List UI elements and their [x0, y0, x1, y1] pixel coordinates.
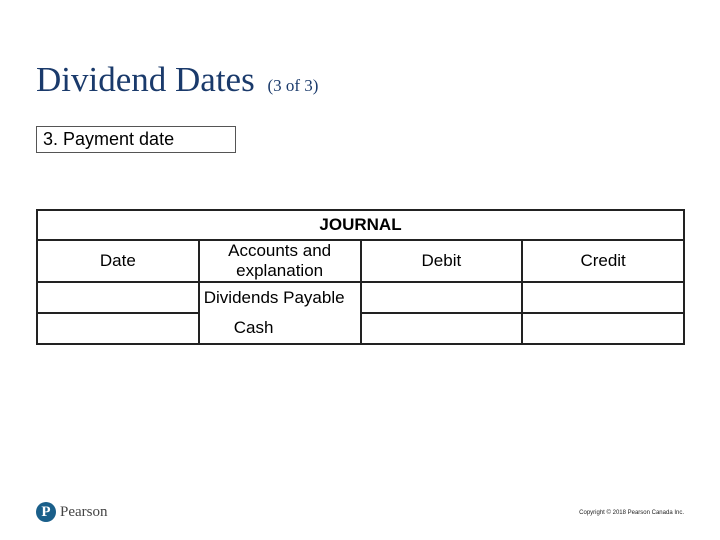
journal-heading: JOURNAL — [37, 210, 684, 240]
column-header-credit: Credit — [522, 240, 684, 282]
column-header-debit: Debit — [361, 240, 523, 282]
journal-heading-row — [37, 210, 684, 240]
journal-column-header-row — [37, 240, 684, 282]
table-row — [37, 282, 684, 313]
copyright-notice: Copyright © 2018 Pearson Canada Inc. — [579, 510, 684, 516]
pearson-logo-icon: P — [36, 502, 56, 522]
journal-table — [36, 209, 685, 345]
title-sub: (3 of 3) — [267, 76, 319, 95]
pearson-logo-text: Pearson — [60, 503, 108, 520]
table-row — [37, 313, 684, 344]
row-date-cell — [37, 313, 199, 344]
row-debit-cell — [361, 313, 523, 344]
row-credit-cell — [522, 313, 684, 344]
row-account-cell: Dividends Payable — [199, 282, 361, 313]
pearson-logo — [36, 502, 108, 522]
step-label-box: 3. Payment date — [36, 126, 236, 153]
column-header-accounts: Accounts and explanation — [199, 240, 361, 282]
row-credit-cell — [522, 282, 684, 313]
row-debit-cell — [361, 282, 523, 313]
row-date-cell — [37, 282, 199, 313]
slide-title — [36, 62, 318, 97]
title-main: Dividend Dates — [36, 60, 255, 99]
row-account-cell: Cash — [199, 313, 361, 344]
column-header-date: Date — [37, 240, 199, 282]
